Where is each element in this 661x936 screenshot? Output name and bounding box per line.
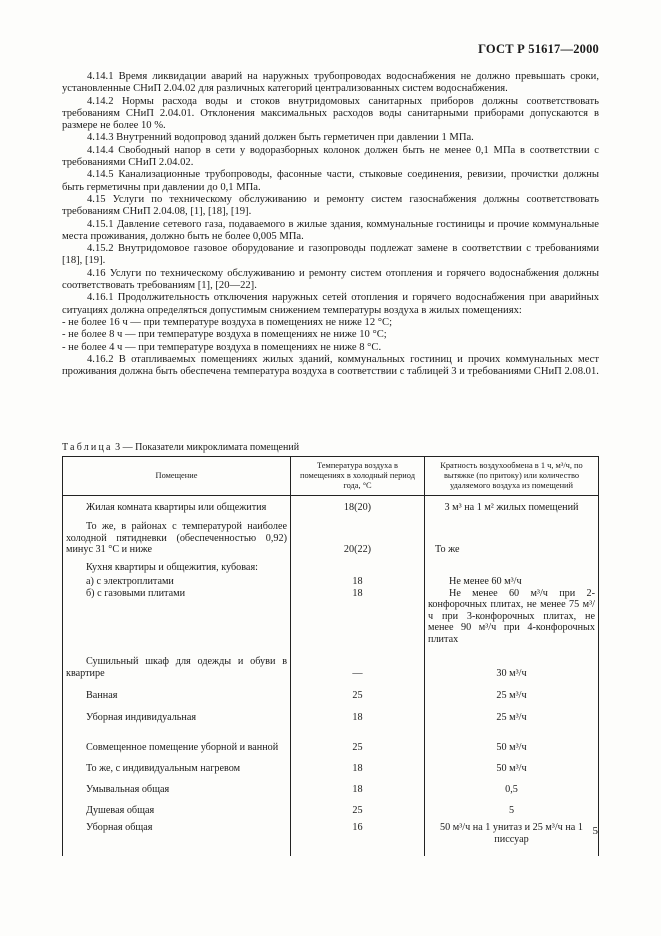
cell-room [63, 776, 291, 797]
bullet-item: - не более 4 ч — при температуре воздуха в помещениях не ниже 8 °С. [62, 341, 382, 353]
table-row [63, 647, 599, 681]
cell-room-text: Сушильный шкаф для одежды и обуви в квартире [66, 656, 287, 679]
table-row [63, 588, 599, 648]
cell-temperature: 18 [291, 576, 425, 588]
table-header-row [63, 457, 599, 496]
bullet-item: - не более 16 ч — при температуре воздуха в помещениях не ниже 12 °С; [62, 316, 393, 328]
cell-room [63, 558, 291, 576]
cell-room [63, 647, 291, 681]
table-row [63, 797, 599, 818]
cell-air-exchange [425, 558, 599, 576]
table-row [63, 703, 599, 725]
cell-room-text: Душевая общая [86, 804, 155, 816]
table-row [63, 755, 599, 776]
cell-air-exchange: 50 м³/ч на 1 унитаз и 25 м³/ч на 1 писсуар [425, 818, 599, 856]
table-row [63, 818, 599, 856]
column-header-air-exchange: Кратность воздухообмена в 1 ч, м³/ч, по вытяжке (по притоку) или количество удаляемого воздуха из помещений [425, 457, 599, 496]
cell-air-exchange: 50 м³/ч [425, 755, 599, 776]
cell-temperature: 25 [291, 797, 425, 818]
table-caption-title: — Показатели микроклимата помещений [122, 442, 300, 453]
cell-room [63, 818, 291, 856]
cell-air-exchange: 30 м³/ч [425, 647, 599, 681]
cell-room-text: Ванная [86, 689, 118, 701]
paragraph: 4.14.4 Свободный напор в сети у водоразборных колонок должен быть не менее 0,1 МПа в соответствии с требованиями СНиП 2.04.02. [62, 144, 599, 169]
cell-room-text: Кухня квартиры и общежития, кубовая: [86, 562, 258, 573]
page-number: 5 [592, 825, 598, 837]
cell-temperature: — [291, 647, 425, 681]
paragraph: 4.14.1 Время ликвидации аварий на наружных трубопроводах водоснабжения не должно превышать сроки, установленные СНиП 2.04.02 для различных категорий централизованных систем водоснабжения. [62, 71, 599, 95]
paragraph: 4.14.5 Канализационные трубопроводы, фасонные части, стыковые соединения, ревизии, прочистки должны быть герметичны при давлении до 0,1 МПа. [62, 169, 599, 193]
cell-temperature: 20(22) [291, 516, 425, 558]
cell-room-text: б) с газовыми плитами [86, 587, 186, 599]
paragraph: 4.15.2 Внутридомовое газовое оборудование и газопроводы подлежат замене в соответствии с требованиями [18], [19]. [62, 243, 599, 267]
cell-air-exchange: 0,5 [425, 776, 599, 797]
cell-temperature: 18 [291, 776, 425, 797]
cell-room-text: Жилая комната квартиры или общежития [86, 502, 267, 513]
table-row [63, 558, 599, 576]
cell-air-exchange: Не менее 60 м³/ч [425, 576, 599, 588]
column-header-temperature: Температура воздуха в помещениях в холодный период года, °С [291, 457, 425, 496]
cell-room-text: То же, с индивидуальным нагревом [86, 762, 241, 774]
table-row [63, 576, 599, 588]
paragraph: 4.14.3 Внутренний водопровод зданий должен быть герметичен при давлении 1 МПа. [87, 132, 474, 144]
cell-air-exchange: 3 м³ на 1 м² жилых помещений [425, 496, 599, 516]
cell-temperature: 16 [291, 818, 425, 856]
cell-room [63, 797, 291, 818]
cell-air-exchange: 25 м³/ч [425, 703, 599, 725]
cell-air-exchange: 25 м³/ч [425, 681, 599, 703]
cell-room [63, 725, 291, 755]
cell-room-text: Умывальная общая [86, 783, 170, 795]
body-text [62, 71, 599, 378]
column-header-room: Помещение [63, 457, 291, 496]
cell-temperature: 25 [291, 681, 425, 703]
table-row [63, 681, 599, 703]
cell-temperature: 18 [291, 703, 425, 725]
paragraph: 4.15.1 Давление сетевого газа, подаваемого в жилые здания, коммунальные гостиницы и прочие коммунальные места проживания, должно быть не более 0,005 МПа. [62, 218, 599, 242]
table-caption-word: Таблица [62, 442, 113, 453]
table-caption-number: 3 [115, 442, 121, 453]
paragraph: 4.15 Услуги по техническому обслуживанию и ремонту систем газоснабжения должны соответствовать требованиям СНиП 2.04.08, [1], [18], [19]. [62, 193, 599, 218]
table-row [63, 725, 599, 755]
cell-temperature: 18 [291, 588, 425, 648]
bullet-item: - не более 8 ч — при температуре воздуха в помещениях не ниже 10 °С; [62, 329, 387, 341]
cell-room-text: То же, в районах с температурой наиболее холодной пятидневки (обеспеченностью 0,92) минус 31 °С и ниже [66, 521, 287, 555]
cell-room [63, 496, 291, 516]
microclimate-table [62, 456, 599, 856]
paragraph: 4.16 Услуги по техническому обслуживанию и ремонту систем отопления и горячего водоснабжения должны соответствовать требованиям [1], [20—22]. [62, 267, 599, 292]
cell-room [63, 588, 291, 648]
cell-temperature: 18(20) [291, 496, 425, 516]
paragraph: 4.14.2 Нормы расхода воды и стоков внутридомовых санитарных приборов должны соответствовать требованиям СНиП 2.04.01. Отклонения максимальных расходов воды санитарными приборами допускаются в размере не более 10 %. [62, 95, 599, 132]
cell-room [63, 755, 291, 776]
cell-temperature [291, 558, 425, 576]
document-header: ГОСТ Р 51617—2000 [478, 42, 599, 56]
cell-temperature: 25 [291, 725, 425, 755]
cell-room-text: Уборная индивидуальная [86, 711, 197, 723]
table-row [63, 776, 599, 797]
table-row [63, 496, 599, 516]
table-row [63, 516, 599, 558]
cell-room-text: Уборная общая [86, 822, 153, 833]
cell-temperature: 18 [291, 755, 425, 776]
paragraph: 4.16.1 Продолжительность отключения наружных сетей отопления и горячего водоснабжения при аварийных ситуациях должна определяться допустимым снижением температуры воздуха в жилых помещениях: [62, 292, 599, 316]
cell-room-text: а) с электроплитами [86, 575, 174, 587]
cell-room [63, 703, 291, 725]
cell-room [63, 516, 291, 558]
cell-room [63, 576, 291, 588]
cell-room [63, 681, 291, 703]
cell-air-exchange: 5 [425, 797, 599, 818]
cell-room-text: Совмещенное помещение уборной и ванной [86, 741, 279, 753]
table-caption [62, 442, 299, 453]
cell-air-exchange: То же [425, 516, 599, 558]
paragraph: 4.16.2 В отапливаемых помещениях жилых зданий, коммунальных гостиниц и прочих коммунальных мест проживания должна быть обеспечена температура воздуха в соответствии с таблицей 3 и требованиями СНиП 2.08.01. [62, 353, 599, 378]
cell-air-exchange: Не менее 60 м³/ч при 2-конфорочных плитах, не менее 75 м³/ч при 3-конфорочных плитах, не менее 90 м³/ч при 4-конфорочных плитах [425, 588, 599, 648]
cell-air-exchange: 50 м³/ч [425, 725, 599, 755]
